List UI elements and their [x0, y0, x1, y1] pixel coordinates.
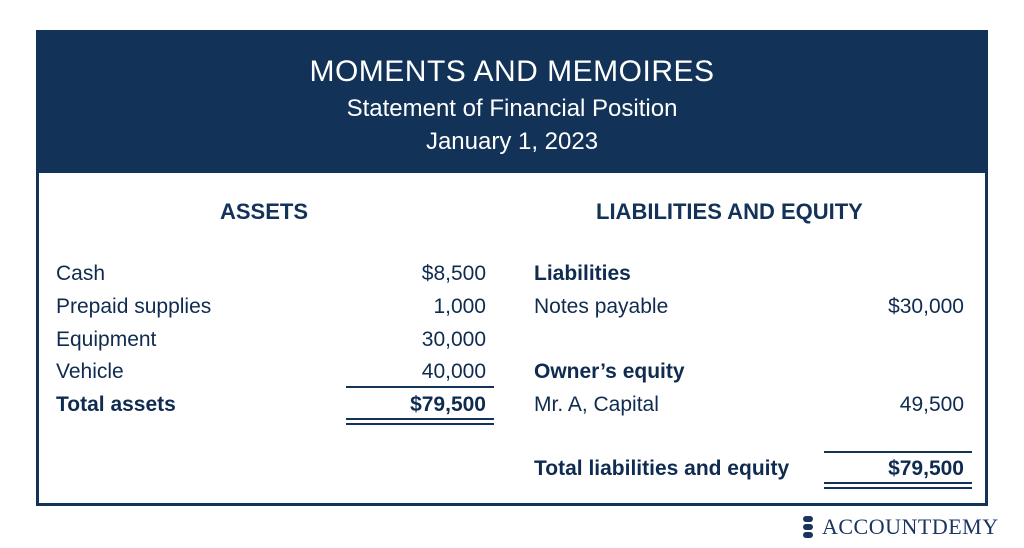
asset-label-vehicle: Vehicle [56, 360, 124, 383]
assets-heading: ASSETS [220, 199, 309, 224]
liabilities-subheading: Liabilities [534, 262, 631, 285]
notes-payable-amount: $30,000 [888, 295, 964, 318]
capital-label: Mr. A, Capital [534, 393, 659, 416]
asset-label-equipment: Equipment [56, 328, 157, 351]
statement-date: January 1, 2023 [425, 128, 599, 155]
accountdemy-logo-icon [800, 515, 816, 539]
asset-amount-prepaid-supplies: 1,000 [433, 295, 486, 318]
assets-subtotal-rule [346, 386, 494, 388]
owners-equity-subheading: Owner’s equity [534, 360, 685, 383]
asset-label-prepaid-supplies: Prepaid supplies [56, 295, 212, 318]
asset-amount-vehicle: 40,000 [421, 360, 486, 383]
brand-logo [800, 514, 999, 540]
asset-label-cash: Cash [56, 262, 106, 285]
liabilities-subtotal-rule [824, 451, 972, 453]
total-assets-amount: $79,500 [410, 393, 486, 416]
liabilities-total-double-rule [824, 482, 972, 489]
statement-frame [36, 30, 988, 506]
statement-header [39, 33, 985, 173]
statement-title: Statement of Financial Position [346, 95, 678, 122]
notes-payable-label: Notes payable [534, 295, 669, 318]
asset-amount-equipment: 30,000 [421, 328, 486, 351]
total-liabilities-equity-amount: $79,500 [888, 457, 964, 480]
brand-name: ACCOUNTDEMY [822, 514, 999, 539]
total-assets-label: Total assets [56, 393, 176, 416]
total-liabilities-equity-label: Total liabilities and equity [534, 457, 790, 480]
liabilities-equity-heading: LIABILITIES AND EQUITY [596, 199, 863, 224]
asset-amount-cash: $8,500 [421, 262, 486, 285]
capital-amount: 49,500 [899, 393, 964, 416]
company-name: MOMENTS AND MEMOIRES [309, 55, 715, 88]
assets-total-double-rule [346, 418, 494, 425]
